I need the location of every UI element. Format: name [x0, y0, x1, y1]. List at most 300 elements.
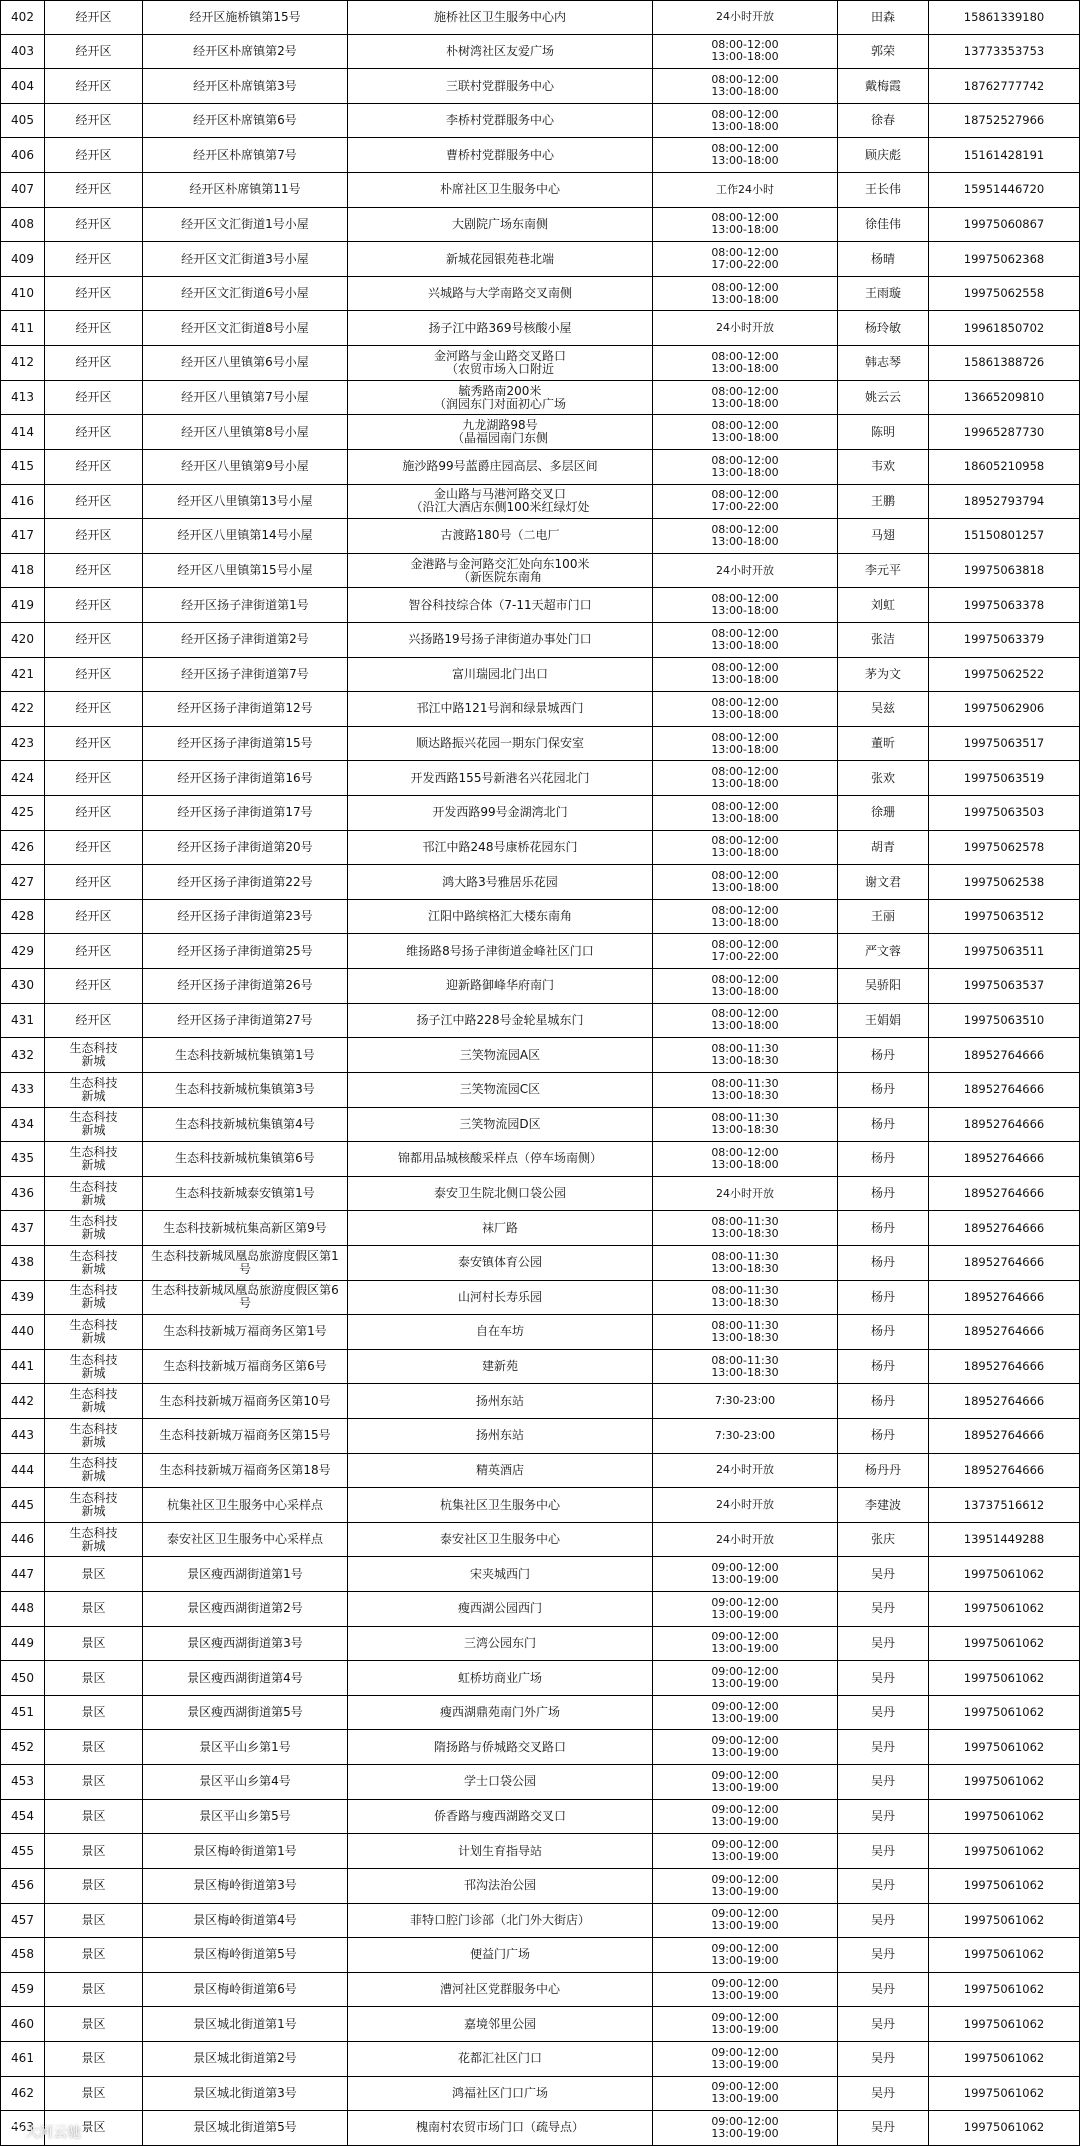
- row-number-cell: 404: [0, 69, 45, 103]
- table-row: [0, 1800, 1080, 1835]
- row-number-cell: 453: [0, 1765, 45, 1799]
- row-number-cell: 451: [0, 1696, 45, 1730]
- contact-person-cell: 茅为文: [838, 658, 929, 692]
- address-cell: 隋扬路与侨城路交叉路口: [348, 1730, 653, 1764]
- opening-hours-cell: 08:00-11:30 13:00-18:30: [653, 1281, 838, 1315]
- contact-person-cell: 吴兹: [838, 692, 929, 726]
- contact-person-cell: 吴丹: [838, 2007, 929, 2041]
- contact-person-cell: 吴丹: [838, 2077, 929, 2111]
- contact-phone-cell: 19975061062: [929, 1938, 1080, 1972]
- table-row: [0, 1281, 1080, 1316]
- row-number-cell: 446: [0, 1523, 45, 1557]
- contact-phone-cell: 19975061062: [929, 2042, 1080, 2076]
- opening-hours-cell: 08:00-12:00 13:00-18:00: [653, 900, 838, 934]
- row-number-cell: 459: [0, 1973, 45, 2007]
- row-number-cell: 452: [0, 1730, 45, 1764]
- contact-phone-cell: 15861388726: [929, 346, 1080, 380]
- contact-person-cell: 谢文君: [838, 865, 929, 899]
- district-cell: 经开区: [45, 796, 143, 830]
- address-cell: 扬子江中路369号核酸小屋: [348, 311, 653, 345]
- table-row: [0, 242, 1080, 277]
- district-cell: 经开区: [45, 311, 143, 345]
- opening-hours-cell: 08:00-12:00 13:00-18:00: [653, 415, 838, 449]
- table-row: [0, 692, 1080, 727]
- district-cell: 经开区: [45, 381, 143, 415]
- address-cell: 鸿大路3号雅居乐花园: [348, 865, 653, 899]
- opening-hours-cell: 08:00-11:30 13:00-18:30: [653, 1315, 838, 1349]
- opening-hours-cell: 09:00-12:00 13:00-19:00: [653, 2042, 838, 2076]
- opening-hours-cell: 08:00-12:00 13:00-18:00: [653, 346, 838, 380]
- district-cell: 经开区: [45, 934, 143, 968]
- district-cell: 生态科技 新城: [45, 1177, 143, 1211]
- contact-person-cell: 吴丹: [838, 1869, 929, 1903]
- district-cell: 经开区: [45, 277, 143, 311]
- address-cell: 施沙路99号蓝爵庄园高层、多层区间: [348, 450, 653, 484]
- opening-hours-cell: 08:00-11:30 13:00-18:30: [653, 1350, 838, 1384]
- table-row: [0, 415, 1080, 450]
- contact-person-cell: 吴骄阳: [838, 969, 929, 1003]
- opening-hours-cell: 09:00-12:00 13:00-19:00: [653, 1938, 838, 1972]
- contact-phone-cell: 13773353753: [929, 35, 1080, 69]
- district-cell: 经开区: [45, 173, 143, 207]
- district-cell: 经开区: [45, 35, 143, 69]
- row-number-cell: 444: [0, 1454, 45, 1488]
- table-row: [0, 1211, 1080, 1246]
- opening-hours-cell: 08:00-12:00 13:00-18:00: [653, 588, 838, 622]
- address-cell: 精英酒店: [348, 1454, 653, 1488]
- district-cell: 景区: [45, 2111, 143, 2145]
- opening-hours-cell: 09:00-12:00 13:00-19:00: [653, 1800, 838, 1834]
- contact-person-cell: 吴丹: [838, 1592, 929, 1626]
- table-row: [0, 1315, 1080, 1350]
- row-number-cell: 454: [0, 1800, 45, 1834]
- table-row: [0, 69, 1080, 104]
- opening-hours-cell: 08:00-12:00 13:00-18:00: [653, 69, 838, 103]
- watermark-logo-icon: [6, 2124, 22, 2140]
- district-cell: 景区: [45, 1834, 143, 1868]
- contact-person-cell: 徐佳伟: [838, 208, 929, 242]
- contact-phone-cell: 18762777742: [929, 69, 1080, 103]
- table-row: [0, 1177, 1080, 1212]
- table-row: [0, 485, 1080, 520]
- row-number-cell: 402: [0, 1, 45, 34]
- table-row: [0, 381, 1080, 416]
- address-cell: 侨香路与瘦西湖路交叉口: [348, 1800, 653, 1834]
- table-row: [0, 1765, 1080, 1800]
- district-cell: 生态科技 新城: [45, 1073, 143, 1107]
- table-row: [0, 1246, 1080, 1281]
- opening-hours-cell: 08:00-12:00 13:00-18:00: [653, 35, 838, 69]
- address-cell: 邗江中路121号润和绿景城西门: [348, 692, 653, 726]
- address-cell: 扬州东站: [348, 1384, 653, 1418]
- address-cell: 山河村长寿乐园: [348, 1281, 653, 1315]
- address-cell: 计划生育指导站: [348, 1834, 653, 1868]
- row-number-cell: 456: [0, 1869, 45, 1903]
- address-cell: 自在车坊: [348, 1315, 653, 1349]
- opening-hours-cell: 09:00-12:00 13:00-19:00: [653, 2077, 838, 2111]
- district-cell: 景区: [45, 1696, 143, 1730]
- table-row: [0, 1073, 1080, 1108]
- table-row: [0, 1350, 1080, 1385]
- table-row: [0, 1384, 1080, 1419]
- contact-person-cell: 王长伟: [838, 173, 929, 207]
- opening-hours-cell: 08:00-12:00 13:00-18:00: [653, 796, 838, 830]
- row-number-cell: 432: [0, 1038, 45, 1072]
- opening-hours-cell: 09:00-12:00 13:00-19:00: [653, 1696, 838, 1730]
- site-name-cell: 经开区扬子津街道第27号: [143, 1004, 348, 1038]
- site-name-cell: 经开区八里镇第6号小屋: [143, 346, 348, 380]
- row-number-cell: 418: [0, 554, 45, 588]
- address-cell: 便益门广场: [348, 1938, 653, 1972]
- contact-phone-cell: 19975061062: [929, 1627, 1080, 1661]
- row-number-cell: 419: [0, 588, 45, 622]
- site-name-cell: 生态科技新城杭集镇第3号: [143, 1073, 348, 1107]
- contact-phone-cell: 19975063503: [929, 796, 1080, 830]
- row-number-cell: 435: [0, 1142, 45, 1176]
- district-cell: 生态科技 新城: [45, 1315, 143, 1349]
- address-cell: 金港路与金河路交汇处向东100米 （新医院东南角: [348, 554, 653, 588]
- site-name-cell: 景区瘦西湖街道第5号: [143, 1696, 348, 1730]
- row-number-cell: 430: [0, 969, 45, 1003]
- district-cell: 景区: [45, 1557, 143, 1591]
- district-cell: 经开区: [45, 485, 143, 519]
- row-number-cell: 413: [0, 381, 45, 415]
- contact-phone-cell: 13665209810: [929, 381, 1080, 415]
- site-name-cell: 生态科技新城凤凰岛旅游度假区第1 号: [143, 1246, 348, 1280]
- contact-phone-cell: 19975061062: [929, 2111, 1080, 2145]
- contact-phone-cell: 18952764666: [929, 1454, 1080, 1488]
- table-row: [0, 208, 1080, 243]
- row-number-cell: 440: [0, 1315, 45, 1349]
- row-number-cell: 457: [0, 1904, 45, 1938]
- district-cell: 经开区: [45, 969, 143, 1003]
- address-cell: 兴城路与大学南路交叉南侧: [348, 277, 653, 311]
- contact-person-cell: 李元平: [838, 554, 929, 588]
- site-name-cell: 经开区八里镇第14号小屋: [143, 519, 348, 553]
- contact-phone-cell: 19975061062: [929, 1765, 1080, 1799]
- opening-hours-cell: 08:00-12:00 13:00-18:00: [653, 1004, 838, 1038]
- contact-phone-cell: 19975061062: [929, 1904, 1080, 1938]
- contact-person-cell: 王丽: [838, 900, 929, 934]
- contact-phone-cell: 19975062538: [929, 865, 1080, 899]
- site-name-cell: 杭集社区卫生服务中心采样点: [143, 1488, 348, 1522]
- opening-hours-cell: 08:00-12:00 13:00-18:00: [653, 658, 838, 692]
- contact-person-cell: 吴丹: [838, 1904, 929, 1938]
- district-cell: 经开区: [45, 208, 143, 242]
- opening-hours-cell: 08:00-12:00 13:00-18:00: [653, 277, 838, 311]
- opening-hours-cell: 08:00-12:00 17:00-22:00: [653, 934, 838, 968]
- district-cell: 经开区: [45, 1004, 143, 1038]
- contact-person-cell: 吴丹: [838, 1661, 929, 1695]
- contact-person-cell: 吴丹: [838, 1557, 929, 1591]
- address-cell: 漕河社区党群服务中心: [348, 1973, 653, 2007]
- opening-hours-cell: 08:00-12:00 13:00-18:00: [653, 381, 838, 415]
- opening-hours-cell: 08:00-12:00 13:00-18:00: [653, 623, 838, 657]
- contact-phone-cell: 18952764666: [929, 1384, 1080, 1418]
- site-name-cell: 景区城北街道第1号: [143, 2007, 348, 2041]
- site-name-cell: 景区城北街道第5号: [143, 2111, 348, 2145]
- address-cell: 三笑物流园D区: [348, 1108, 653, 1142]
- address-cell: 智谷科技综合体（7-11天超市门口: [348, 588, 653, 622]
- district-cell: 景区: [45, 2007, 143, 2041]
- site-name-cell: 经开区文汇街道3号小屋: [143, 242, 348, 276]
- district-cell: 经开区: [45, 69, 143, 103]
- table-row: [0, 1004, 1080, 1039]
- contact-phone-cell: 15951446720: [929, 173, 1080, 207]
- site-name-cell: 经开区文汇街道6号小屋: [143, 277, 348, 311]
- contact-person-cell: 戴梅霞: [838, 69, 929, 103]
- contact-phone-cell: 18952764666: [929, 1281, 1080, 1315]
- site-name-cell: 生态科技新城杭集高新区第9号: [143, 1211, 348, 1245]
- contact-person-cell: 杨晴: [838, 242, 929, 276]
- district-cell: 经开区: [45, 450, 143, 484]
- site-name-cell: 生态科技新城万福商务区第6号: [143, 1350, 348, 1384]
- site-name-cell: 生态科技新城万福商务区第1号: [143, 1315, 348, 1349]
- contact-phone-cell: 15861339180: [929, 1, 1080, 34]
- contact-person-cell: 吴丹: [838, 1938, 929, 1972]
- opening-hours-cell: 09:00-12:00 13:00-19:00: [653, 1730, 838, 1764]
- address-cell: 富川瑞园北门出口: [348, 658, 653, 692]
- table-row: [0, 1869, 1080, 1904]
- opening-hours-cell: 08:00-12:00 13:00-18:00: [653, 450, 838, 484]
- contact-phone-cell: 18952764666: [929, 1108, 1080, 1142]
- table-row: [0, 588, 1080, 623]
- address-cell: 瘦西湖公园西门: [348, 1592, 653, 1626]
- contact-phone-cell: 19975062558: [929, 277, 1080, 311]
- row-number-cell: 434: [0, 1108, 45, 1142]
- row-number-cell: 443: [0, 1419, 45, 1453]
- address-cell: 邗沟法治公园: [348, 1869, 653, 1903]
- site-name-cell: 景区城北街道第2号: [143, 2042, 348, 2076]
- contact-phone-cell: 18752527966: [929, 104, 1080, 138]
- row-number-cell: 414: [0, 415, 45, 449]
- table-row: [0, 35, 1080, 70]
- address-cell: 菲特口腔门诊部（北门外大街店）: [348, 1904, 653, 1938]
- district-cell: 经开区: [45, 692, 143, 726]
- table-row: [0, 104, 1080, 139]
- table-row: [0, 1454, 1080, 1489]
- table-row: [0, 1938, 1080, 1973]
- contact-person-cell: 姚云云: [838, 381, 929, 415]
- address-cell: 三联村党群服务中心: [348, 69, 653, 103]
- contact-phone-cell: 19975062906: [929, 692, 1080, 726]
- contact-person-cell: 胡青: [838, 831, 929, 865]
- table-row: [0, 450, 1080, 485]
- address-cell: 鸿福社区门口广场: [348, 2077, 653, 2111]
- opening-hours-cell: 08:00-12:00 13:00-18:00: [653, 727, 838, 761]
- address-cell: 三笑物流园A区: [348, 1038, 653, 1072]
- contact-phone-cell: 19975062368: [929, 242, 1080, 276]
- site-name-cell: 经开区扬子津街道第1号: [143, 588, 348, 622]
- contact-phone-cell: 19975063378: [929, 588, 1080, 622]
- contact-phone-cell: 19975063818: [929, 554, 1080, 588]
- opening-hours-cell: 7:30-23:00: [653, 1419, 838, 1453]
- contact-phone-cell: 19975063517: [929, 727, 1080, 761]
- district-cell: 经开区: [45, 588, 143, 622]
- contact-phone-cell: 19975061062: [929, 1557, 1080, 1591]
- row-number-cell: 445: [0, 1488, 45, 1522]
- table-row: [0, 1419, 1080, 1454]
- address-cell: 瘦西湖鼎苑南门外广场: [348, 1696, 653, 1730]
- row-number-cell: 403: [0, 35, 45, 69]
- table-row: [0, 727, 1080, 762]
- opening-hours-cell: 08:00-11:30 13:00-18:30: [653, 1038, 838, 1072]
- contact-person-cell: 王雨璇: [838, 277, 929, 311]
- site-name-cell: 经开区扬子津街道第23号: [143, 900, 348, 934]
- opening-hours-cell: 08:00-12:00 13:00-18:00: [653, 761, 838, 795]
- contact-phone-cell: 19961850702: [929, 311, 1080, 345]
- opening-hours-cell: 08:00-12:00 13:00-18:00: [653, 104, 838, 138]
- row-number-cell: 462: [0, 2077, 45, 2111]
- address-cell: 大剧院广场东南侧: [348, 208, 653, 242]
- address-cell: 建新苑: [348, 1350, 653, 1384]
- district-cell: 生态科技 新城: [45, 1523, 143, 1557]
- site-name-cell: 景区梅岭街道第3号: [143, 1869, 348, 1903]
- table-row: [0, 173, 1080, 208]
- table-row: [0, 831, 1080, 866]
- site-name-cell: 景区瘦西湖街道第3号: [143, 1627, 348, 1661]
- address-cell: 兴扬路19号扬子津街道办事处门口: [348, 623, 653, 657]
- contact-phone-cell: 19975063512: [929, 900, 1080, 934]
- table-row: [0, 658, 1080, 693]
- watermark: [6, 2122, 81, 2142]
- opening-hours-cell: 7:30-23:00: [653, 1384, 838, 1418]
- contact-person-cell: 徐春: [838, 104, 929, 138]
- table-row: [0, 1557, 1080, 1592]
- district-cell: 经开区: [45, 865, 143, 899]
- address-cell: 虹桥坊商业广场: [348, 1661, 653, 1695]
- contact-person-cell: 刘虹: [838, 588, 929, 622]
- address-cell: 泰安卫生院北侧口袋公园: [348, 1177, 653, 1211]
- district-cell: 生态科技 新城: [45, 1419, 143, 1453]
- row-number-cell: 417: [0, 519, 45, 553]
- site-name-cell: 经开区八里镇第15号小屋: [143, 554, 348, 588]
- table-row: [0, 1973, 1080, 2008]
- contact-person-cell: 徐珊: [838, 796, 929, 830]
- contact-person-cell: 吴丹: [838, 1730, 929, 1764]
- contact-person-cell: 王鹏: [838, 485, 929, 519]
- opening-hours-cell: 09:00-12:00 13:00-19:00: [653, 2007, 838, 2041]
- address-cell: 金山路与马港河路交叉口 （沿江大酒店东侧100米红绿灯处: [348, 485, 653, 519]
- row-number-cell: 408: [0, 208, 45, 242]
- row-number-cell: 426: [0, 831, 45, 865]
- site-name-cell: 经开区扬子津街道第7号: [143, 658, 348, 692]
- address-cell: 李桥村党群服务中心: [348, 104, 653, 138]
- table-row: [0, 311, 1080, 346]
- district-cell: 景区: [45, 1938, 143, 1972]
- address-cell: 宋夹城西门: [348, 1557, 653, 1591]
- contact-person-cell: 张庆: [838, 1523, 929, 1557]
- table-row: [0, 2111, 1080, 2146]
- contact-person-cell: 吴丹: [838, 2042, 929, 2076]
- table-row: [0, 554, 1080, 589]
- contact-phone-cell: 19975063379: [929, 623, 1080, 657]
- opening-hours-cell: 09:00-12:00 13:00-19:00: [653, 1765, 838, 1799]
- contact-phone-cell: 18952764666: [929, 1038, 1080, 1072]
- table-row: [0, 277, 1080, 312]
- opening-hours-cell: 09:00-12:00 13:00-19:00: [653, 2111, 838, 2145]
- contact-person-cell: 杨丹: [838, 1384, 929, 1418]
- contact-phone-cell: 18952764666: [929, 1315, 1080, 1349]
- district-cell: 景区: [45, 2077, 143, 2111]
- opening-hours-cell: 08:00-11:30 13:00-18:30: [653, 1073, 838, 1107]
- contact-phone-cell: 19975063537: [929, 969, 1080, 1003]
- site-name-cell: 经开区八里镇第9号小屋: [143, 450, 348, 484]
- contact-phone-cell: 19975063511: [929, 934, 1080, 968]
- district-cell: 经开区: [45, 138, 143, 172]
- site-name-cell: 生态科技新城泰安镇第1号: [143, 1177, 348, 1211]
- contact-phone-cell: 18952764666: [929, 1419, 1080, 1453]
- contact-phone-cell: 19975063510: [929, 1004, 1080, 1038]
- contact-person-cell: 韩志琴: [838, 346, 929, 380]
- table-row: [0, 1592, 1080, 1627]
- contact-phone-cell: 19975063519: [929, 761, 1080, 795]
- table-row: [0, 1627, 1080, 1662]
- table-row: [0, 346, 1080, 381]
- address-cell: 嘉境邻里公园: [348, 2007, 653, 2041]
- site-name-cell: 景区平山乡第4号: [143, 1765, 348, 1799]
- site-name-cell: 经开区文汇街道8号小屋: [143, 311, 348, 345]
- opening-hours-cell: 08:00-12:00 17:00-22:00: [653, 485, 838, 519]
- address-cell: 朴席社区卫生服务中心: [348, 173, 653, 207]
- table-row: [0, 1661, 1080, 1696]
- district-cell: 经开区: [45, 346, 143, 380]
- contact-person-cell: 严文蓉: [838, 934, 929, 968]
- table-row: [0, 0, 1080, 35]
- contact-person-cell: 张欢: [838, 761, 929, 795]
- site-name-cell: 经开区扬子津街道第15号: [143, 727, 348, 761]
- address-cell: 曹桥村党群服务中心: [348, 138, 653, 172]
- row-number-cell: 422: [0, 692, 45, 726]
- address-cell: 泰安镇体育公园: [348, 1246, 653, 1280]
- site-name-cell: 生态科技新城凤凰岛旅游度假区第6 号: [143, 1281, 348, 1315]
- site-name-cell: 经开区朴席镇第6号: [143, 104, 348, 138]
- district-cell: 景区: [45, 1973, 143, 2007]
- contact-phone-cell: 19975061062: [929, 1800, 1080, 1834]
- opening-hours-cell: 24小时开放: [653, 554, 838, 588]
- row-number-cell: 439: [0, 1281, 45, 1315]
- opening-hours-cell: 09:00-12:00 13:00-19:00: [653, 1834, 838, 1868]
- site-name-cell: 生态科技新城万福商务区第15号: [143, 1419, 348, 1453]
- site-name-cell: 景区梅岭街道第5号: [143, 1938, 348, 1972]
- site-name-cell: 经开区朴席镇第2号: [143, 35, 348, 69]
- district-cell: 经开区: [45, 1, 143, 34]
- row-number-cell: 450: [0, 1661, 45, 1695]
- opening-hours-cell: 24小时开放: [653, 1488, 838, 1522]
- row-number-cell: 406: [0, 138, 45, 172]
- row-number-cell: 412: [0, 346, 45, 380]
- contact-person-cell: 田森: [838, 1, 929, 34]
- table-row: [0, 1488, 1080, 1523]
- opening-hours-cell: 24小时开放: [653, 311, 838, 345]
- address-cell: 九龙湖路98号 （晶福园南门东侧: [348, 415, 653, 449]
- site-name-cell: 经开区八里镇第8号小屋: [143, 415, 348, 449]
- address-cell: 扬州东站: [348, 1419, 653, 1453]
- district-cell: 景区: [45, 2042, 143, 2076]
- row-number-cell: 424: [0, 761, 45, 795]
- row-number-cell: 455: [0, 1834, 45, 1868]
- contact-phone-cell: 19975061062: [929, 1592, 1080, 1626]
- site-name-cell: 经开区八里镇第13号小屋: [143, 485, 348, 519]
- opening-hours-cell: 08:00-12:00 13:00-18:00: [653, 208, 838, 242]
- opening-hours-cell: 08:00-12:00 17:00-22:00: [653, 242, 838, 276]
- contact-person-cell: 吴丹: [838, 1834, 929, 1868]
- table-row: [0, 1696, 1080, 1731]
- address-cell: 维扬路8号扬子津街道金峰社区门口: [348, 934, 653, 968]
- row-number-cell: 415: [0, 450, 45, 484]
- contact-phone-cell: 18952764666: [929, 1142, 1080, 1176]
- row-number-cell: 442: [0, 1384, 45, 1418]
